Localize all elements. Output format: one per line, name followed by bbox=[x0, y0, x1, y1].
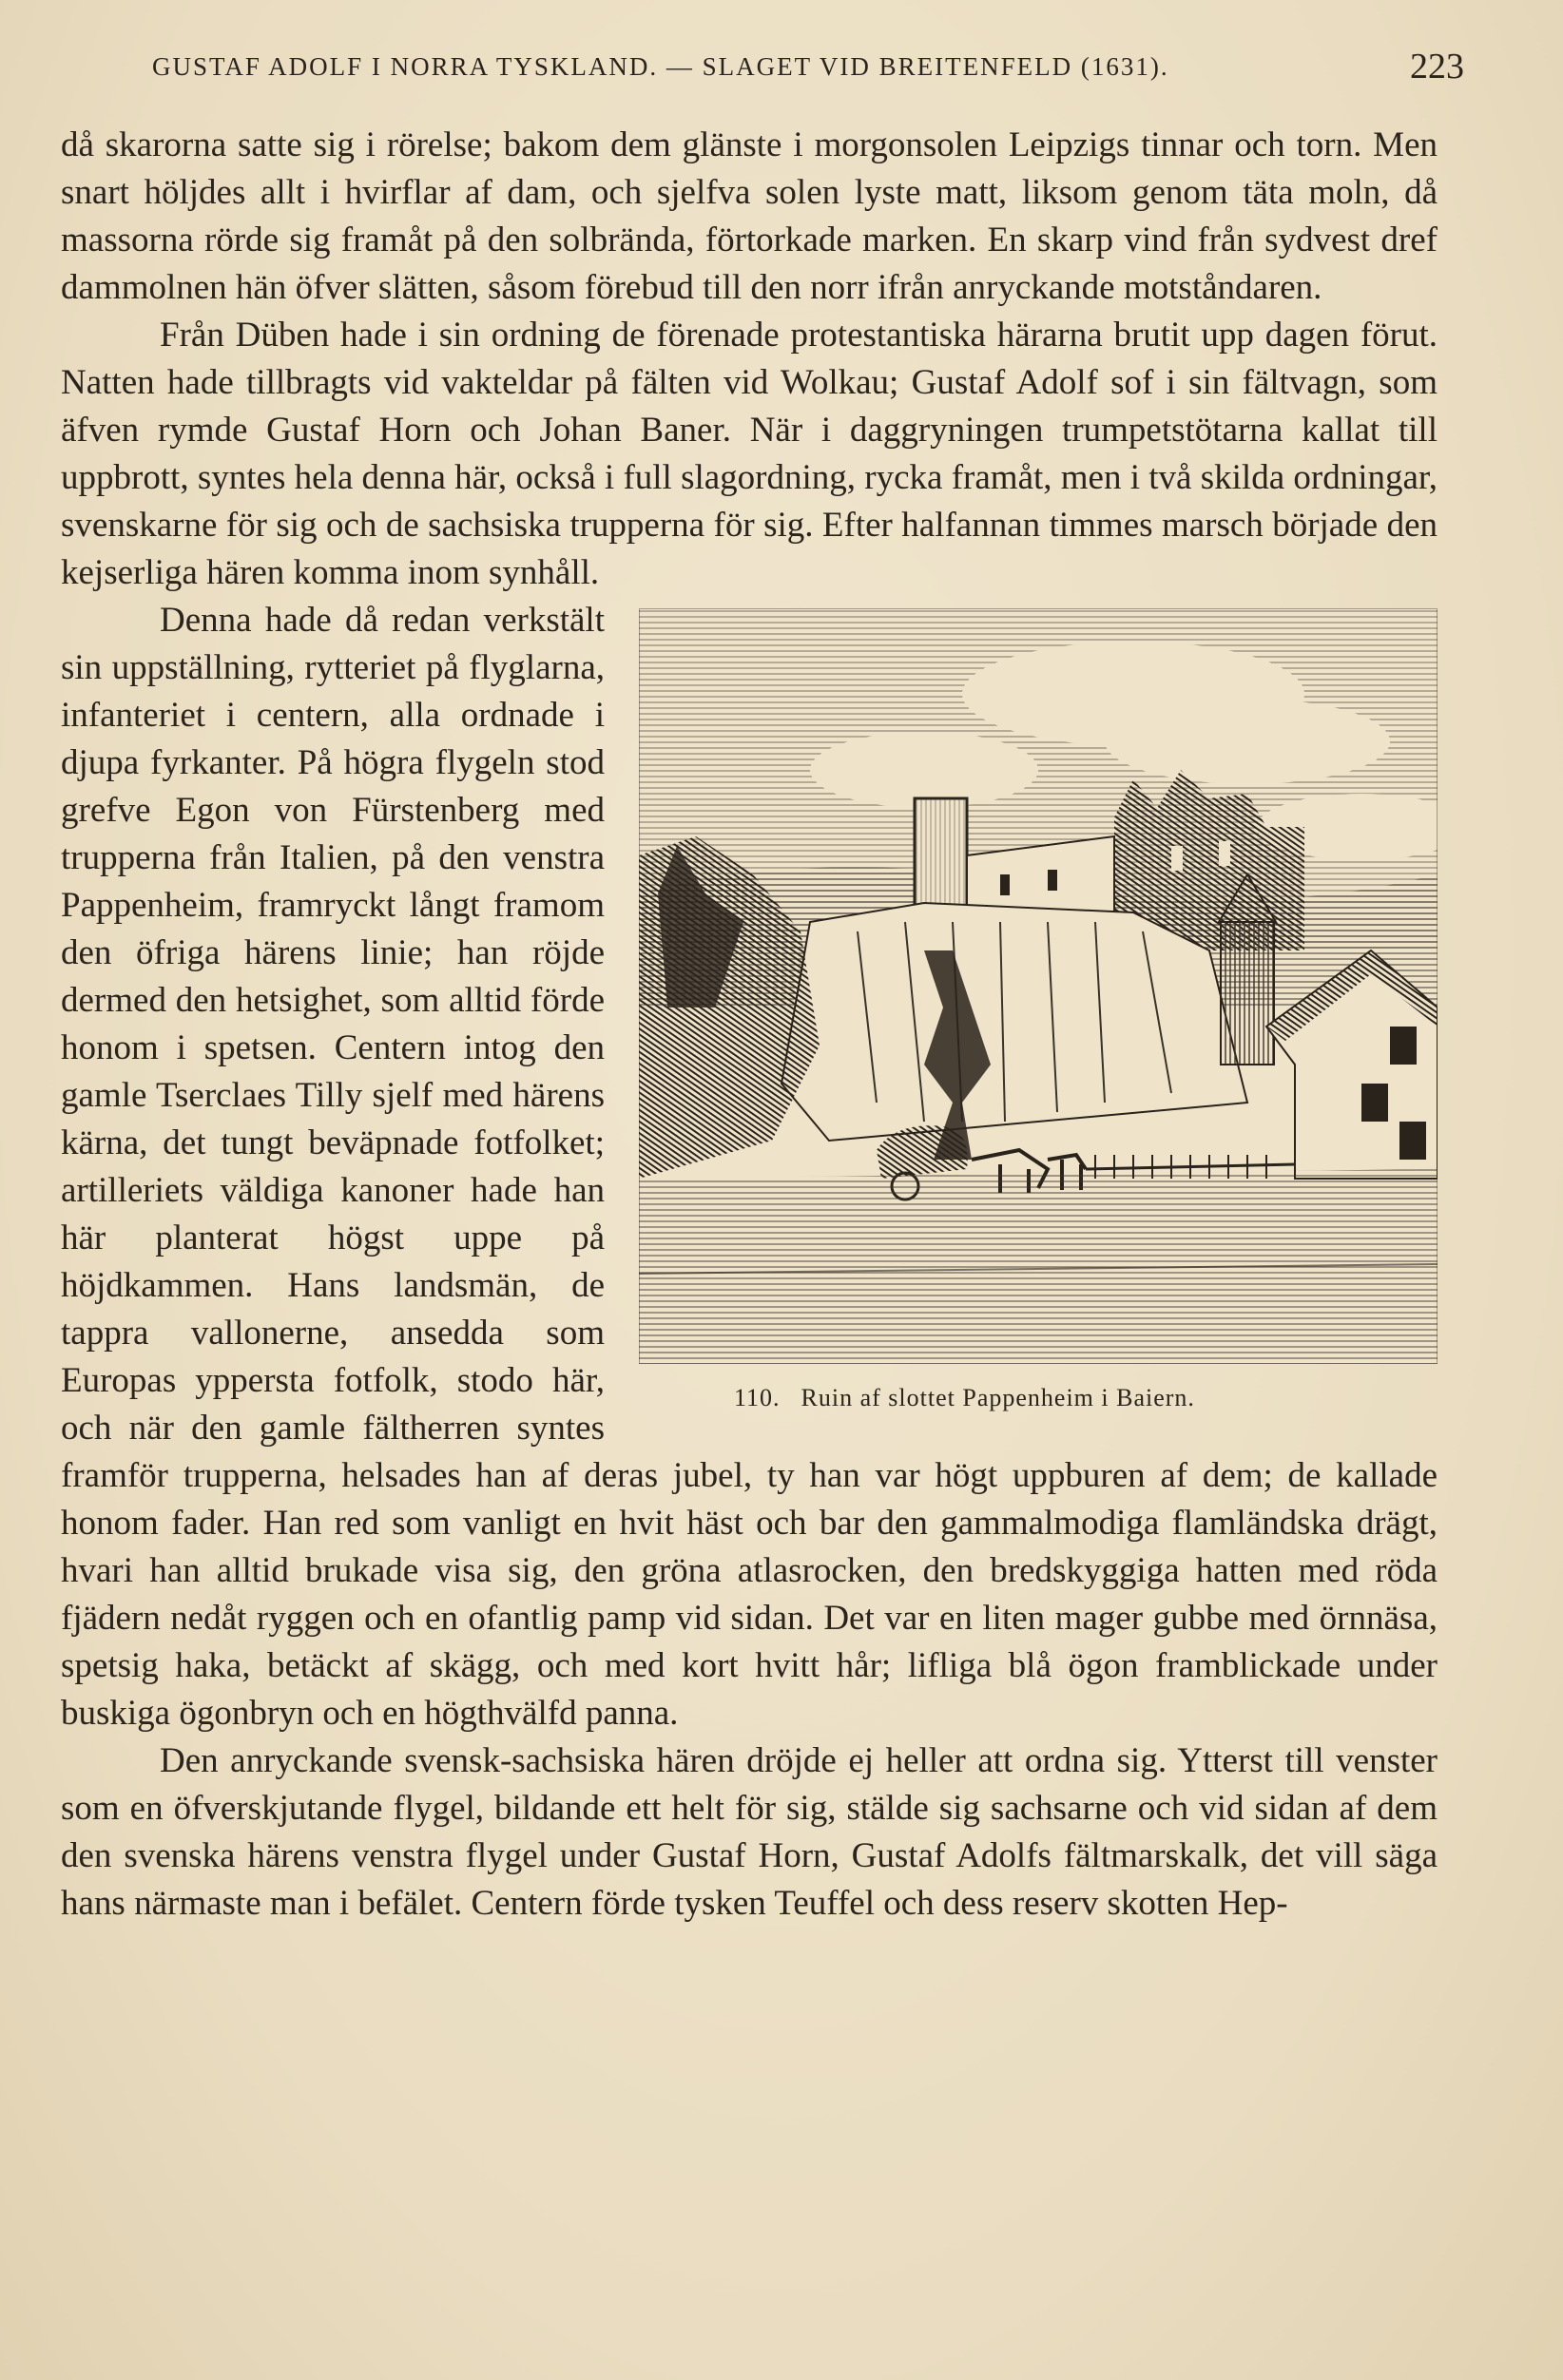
figure-caption-text: Ruin af slottet Pappenheim i Baiern. bbox=[801, 1384, 1195, 1411]
paragraph-3: Denna hade då redan verkstält sin uppställning, rytteriet på flyglarna, infanteriet i centern, alla ordnade i djupa fyrkanter. På högra flygeln stod grefve Egon von Fürstenberg med trupperna från Italien, på den venstra Pappenheim, framryckt långt framom den öfriga härens linie; han röjde dermed den hetsighet, som alltid förde honom i spetsen. Centern intog den gamle Tserclaes Tilly sjelf med härens kärna, det tungt beväpnade fotfolket; artilleriets väldiga kanoner hade han här planterat högst uppe på höjdkammen. Hans landsmän, de tappra vallonerne, ansedda som Europas yppersta fotfolk, stodo här, och när den gamle fältherren syntes framför trupperna, helsades han af deras jubel, ty han var högt uppburen af dem; de kallade honom fader. Han red som vanligt en hvit häst och bar den gammalmodiga flamländska drägt, hvari han alltid brukade visa sig, den gröna atlasrocken, den bredskyggiga hatten med röda fjädern nedåt ryggen och en ofantlig pamp vid sidan. Det var en liten mager gubbe med örnnäsa, spetsig haka, betäckt af skägg, och med kort hvitt hår; lifliga blå ögon framblickade under buskiga ögonbryn och en högthvälfd panna. bbox=[61, 601, 1438, 1733]
engraving-castle-ruin bbox=[639, 608, 1438, 1364]
paragraph-2: Från Düben hade i sin ordning de förenade protestantiska härarna brutit upp dagen förut. Natten hade tillbragts vid vakteldar på fälten vid Wolkau; Gustaf Adolf sof i sin fältvagn, som äfven rymde Gustaf Horn och Johan Baner. När i daggryningen trumpetstötarna kallat till uppbrott, syntes hela denna här, också i full slagordning, rycka framåt, men i två skilda ordningar, svenskarne för sig och de sachsiska trupperna för sig. Efter halfannan timmes marsch började den kejserliga hären komma inom synhåll. bbox=[61, 316, 1438, 592]
paragraph-4: Den anryckande svensk-sachsiska hären dröjde ej heller att ordna sig. Ytterst till venster som en öfverskjutande flygel, bildande ett helt för sig, stälde sig sachsarne och vid sidan af dem den svenska härens venstra flygel under Gustaf Horn, Gustaf Adolfs fältmarskalk, det vill säga hans närmaste man i befälet. Centern förde tysken Teuffel och dess reserv skotten Hep- bbox=[61, 1741, 1438, 1923]
page-number: 223 bbox=[1410, 47, 1464, 86]
page-header bbox=[152, 40, 1464, 93]
figure-caption bbox=[734, 1374, 1195, 1422]
body-text bbox=[61, 122, 1438, 1928]
figure-number: 110. bbox=[734, 1384, 781, 1411]
running-title: GUSTAF ADOLF I NORRA TYSKLAND. — SLAGET VID BREITENFELD (1631). bbox=[152, 52, 1169, 81]
figure-110 bbox=[639, 608, 1438, 1426]
paragraph-1: då skarorna satte sig i rörelse; bakom dem glänste i morgonsolen Leipzigs tinnar och torn. Men snart höljdes allt i hvirflar af dam, och sjelfva solen lyste matt, liksom genom täta moln, då massorna rörde sig framåt på den solbrända, förtorkade marken. En skarp vind från sydvest dref dammolnen hän öfver slätten, såsom förebud till den norr ifrån anryckande motståndaren. bbox=[61, 125, 1438, 307]
